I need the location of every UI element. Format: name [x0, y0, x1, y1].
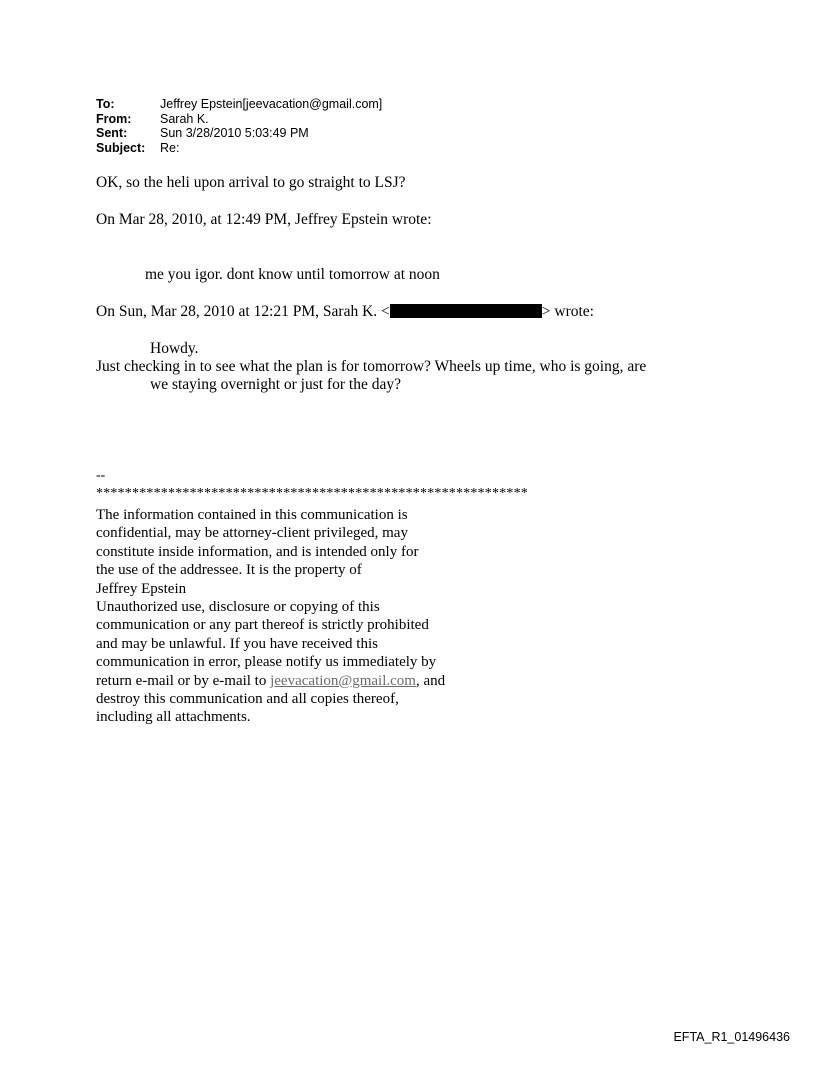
- disclaimer-link-prefix: return e-mail or by e-mail to: [96, 672, 271, 689]
- greeting: Howdy.: [150, 340, 199, 357]
- quote-intro-2: [96, 303, 594, 321]
- disclaimer-line: and may be unlawful. If you have received this: [96, 635, 378, 652]
- confidentiality-disclaimer: [96, 506, 516, 727]
- reply-text: OK, so the heli upon arrival to go straight to LSJ?: [96, 174, 406, 191]
- message-line-1: Just checking in to see what the plan is for tomorrow? Wheels up time, who is going, are: [96, 358, 647, 375]
- disclaimer-line: the use of the addressee. It is the property of: [96, 562, 362, 579]
- disclaimer-link-suffix: , and: [415, 672, 446, 689]
- signature-dashes: --: [96, 468, 106, 483]
- disclaimer-line: Unauthorized use, disclosure or copying of this: [96, 599, 380, 616]
- redaction-block: [390, 304, 542, 318]
- subject-label: Subject:: [96, 140, 146, 155]
- signature-stars: ************************************************************: [96, 486, 528, 501]
- subject-value: Re:: [160, 140, 180, 155]
- header-from-row: [96, 112, 382, 127]
- disclaimer-line: communication or any part thereof is strictly prohibited: [96, 617, 429, 634]
- header-subject-row: [96, 141, 382, 156]
- from-label: From:: [96, 111, 132, 126]
- email-link[interactable]: jeevacation@gmail.com: [270, 672, 416, 689]
- document-id: EFTA_R1_01496436: [673, 1030, 790, 1044]
- quote-intro-1: On Mar 28, 2010, at 12:49 PM, Jeffrey Epstein wrote:: [96, 211, 432, 228]
- disclaimer-line: confidential, may be attorney-client privileged, may: [96, 525, 408, 542]
- disclaimer-line: Jeffrey Epstein: [96, 580, 187, 597]
- quote-intro-2-prefix: On Sun, Mar 28, 2010 at 12:21 PM, Sarah K. <: [96, 303, 390, 320]
- disclaimer-line: The information contained in this communication is: [96, 507, 408, 523]
- disclaimer-line: destroy this communication and all copies thereof,: [96, 691, 399, 708]
- disclaimer-line: constitute inside information, and is intended only for: [96, 543, 419, 560]
- sent-value: Sun 3/28/2010 5:03:49 PM: [160, 126, 309, 140]
- disclaimer-line: communication in error, please notify us immediately by: [96, 654, 437, 671]
- sent-label: Sent:: [96, 126, 128, 140]
- disclaimer-line: including all attachments.: [96, 709, 251, 726]
- message-line-2: we staying overnight or just for the day?: [150, 376, 401, 393]
- to-value: Jeffrey Epstein[jeevacation@gmail.com]: [160, 97, 383, 111]
- email-header: [96, 97, 382, 155]
- quoted-reply: me you igor. dont know until tomorrow at noon: [145, 266, 440, 283]
- quote-intro-2-suffix: > wrote:: [541, 303, 594, 320]
- header-to-row: [96, 97, 382, 112]
- from-value: Sarah K.: [160, 111, 209, 126]
- header-sent-row: [96, 126, 382, 141]
- to-label: To:: [96, 97, 115, 111]
- disclaimer-link-line: [96, 672, 516, 690]
